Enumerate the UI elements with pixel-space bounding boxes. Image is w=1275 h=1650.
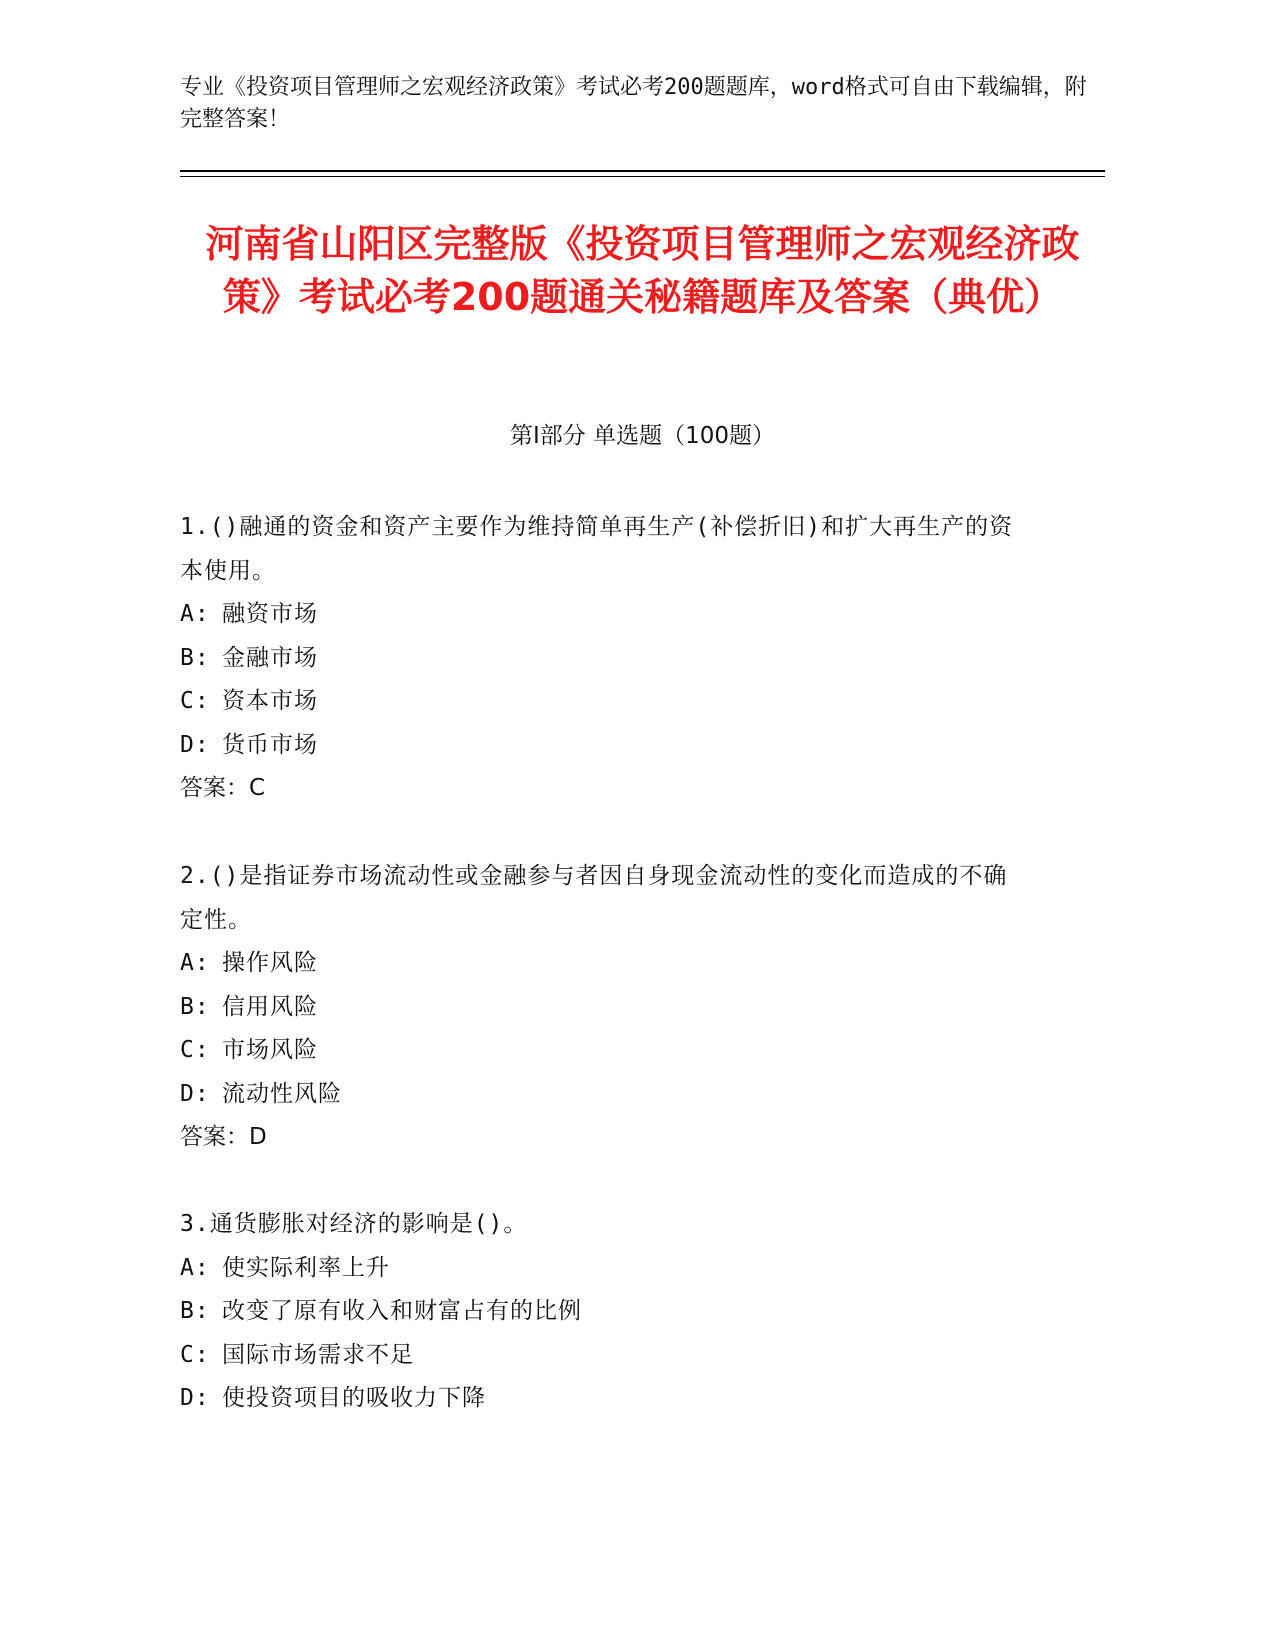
option-a (180, 1247, 1030, 1291)
option-c (180, 1334, 1030, 1378)
option-letter: D: (180, 731, 210, 758)
option-text: 货币市场 (222, 731, 318, 758)
option-letter: B: (180, 1298, 210, 1324)
option-text: 融资市场 (222, 601, 318, 627)
option-text: 操作风险 (222, 950, 318, 976)
option-letter: A: (180, 1254, 210, 1281)
option-text: 流动性风险 (222, 1080, 342, 1107)
question-1 (180, 506, 1030, 811)
option-text: 信用风险 (222, 993, 318, 1020)
question-stem: 1.()融通的资金和资产主要作为维持简单再生产(补偿折旧)和扩大再生产的资本使用。 (180, 514, 1014, 584)
option-text: 使实际利率上升 (222, 1254, 390, 1281)
question-2 (180, 855, 1030, 1160)
option-text: 国际市场需求不足 (222, 1341, 414, 1368)
option-text: 改变了原有收入和财富占有的比例 (222, 1298, 582, 1324)
option-text: 市场风险 (222, 1037, 318, 1063)
answer-line: 答案：C (180, 775, 266, 801)
option-a (180, 942, 1030, 986)
header-divider-thick (180, 170, 1105, 172)
option-c (180, 1029, 1030, 1073)
answer-line: 答案：D (180, 1124, 267, 1150)
option-d (180, 724, 1030, 768)
question-stem: 3.通货膨胀对经济的影响是()。 (180, 1211, 528, 1237)
option-letter: C: (180, 688, 210, 714)
option-letter: D: (180, 1385, 210, 1411)
question-3 (180, 1203, 1030, 1421)
option-b (180, 986, 1030, 1030)
option-text: 金融市场 (222, 644, 318, 671)
question-stem: 2.()是指证券市场流动性或金融参与者因自身现金流动性的变化而造成的不确定性。 (180, 863, 1008, 933)
option-letter: A: (180, 601, 210, 627)
option-letter: B: (180, 644, 210, 671)
option-letter: C: (180, 1341, 210, 1368)
document-title: 河南省山阳区完整版《投资项目管理师之宏观经济政策》考试必考200题通关秘籍题库及答案（典优） (205, 222, 1080, 319)
option-letter: A: (180, 950, 210, 976)
option-a (180, 593, 1030, 637)
option-text: 使投资项目的吸收力下降 (222, 1385, 486, 1411)
option-b (180, 637, 1030, 681)
option-d (180, 1073, 1030, 1117)
option-c (180, 680, 1030, 724)
option-text: 资本市场 (222, 688, 318, 714)
option-letter: C: (180, 1037, 210, 1063)
option-letter: D: (180, 1080, 210, 1107)
option-b (180, 1290, 1030, 1334)
header-note: 专业《投资项目管理师之宏观经济政策》考试必考200题题库，word格式可自由下载编辑，附完整答案！ (180, 75, 1087, 132)
option-letter: B: (180, 993, 210, 1020)
header-divider-thin (180, 176, 1105, 177)
section-title: 第Ⅰ部分 单选题（100题） (510, 423, 775, 449)
option-d (180, 1377, 1030, 1421)
